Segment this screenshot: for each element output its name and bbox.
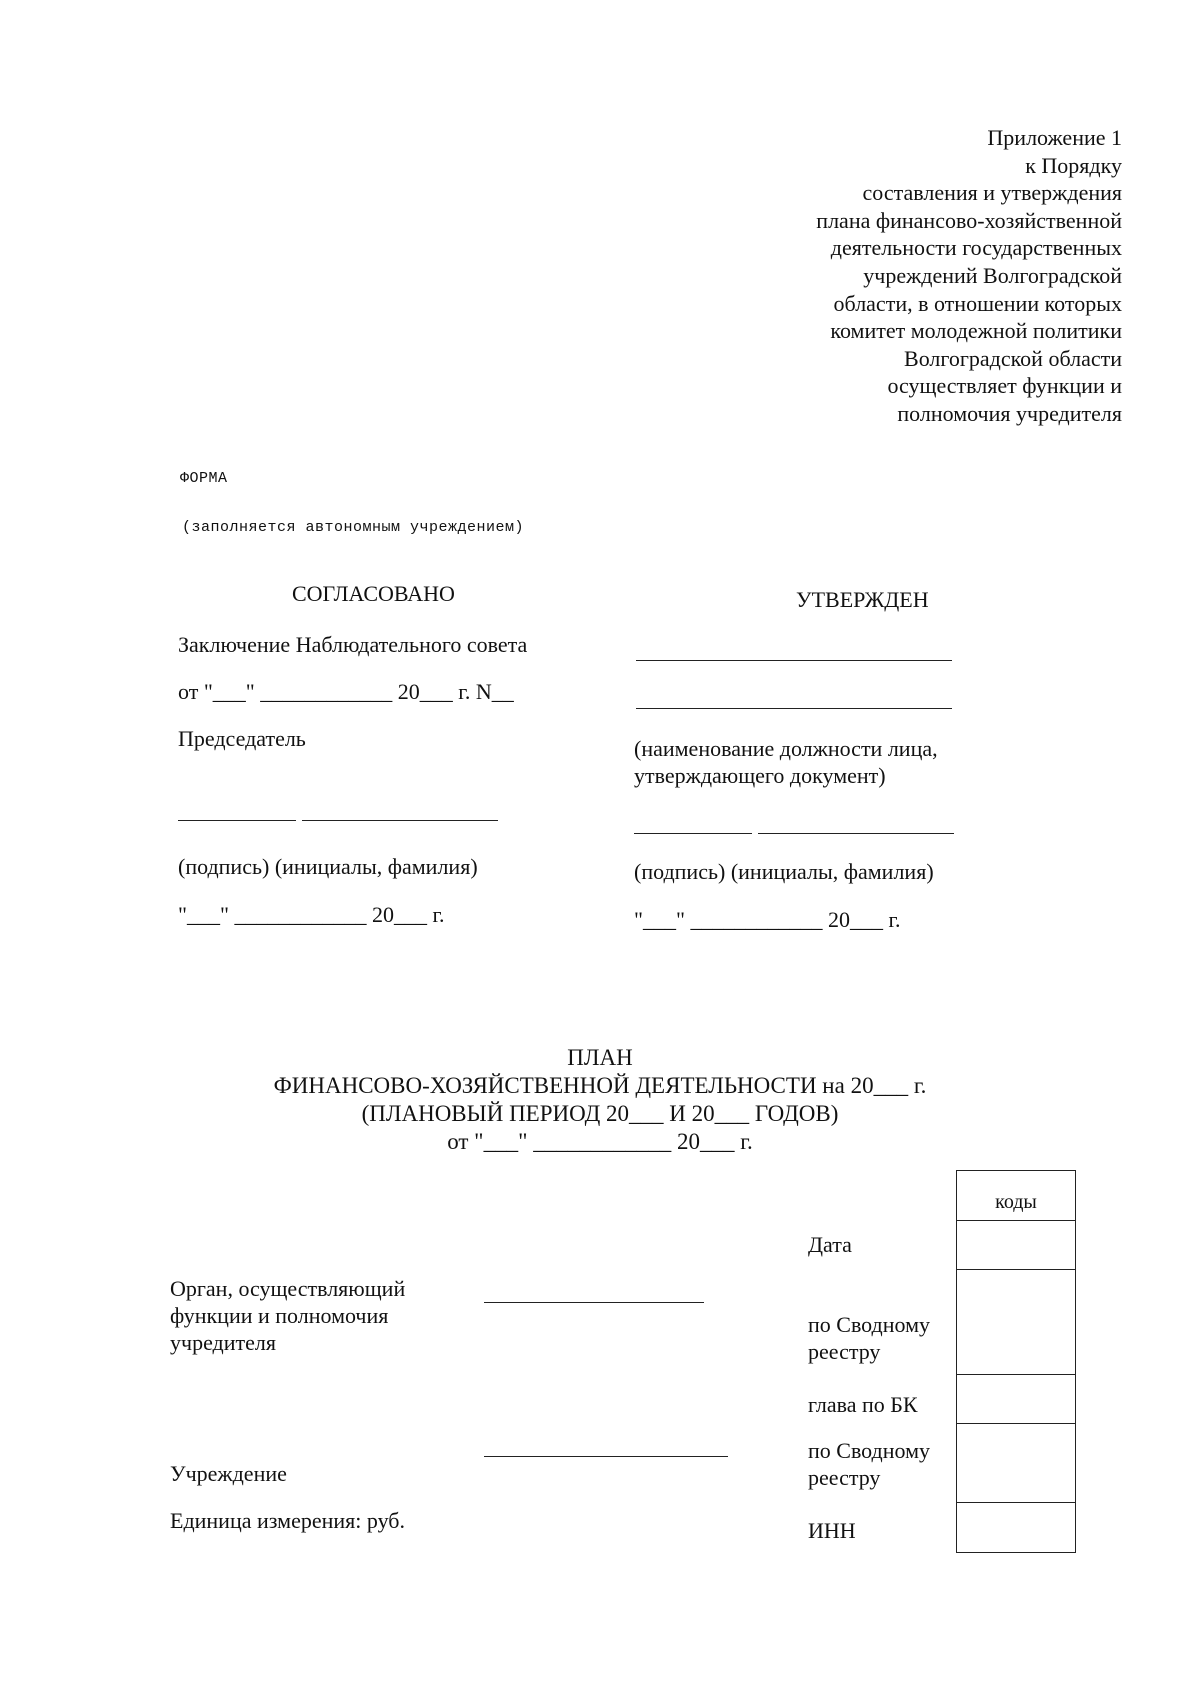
agreed-sign-date: "___" ____________ 20___ г.: [178, 902, 445, 927]
institution-value-line: [484, 1456, 728, 1457]
code-label-date: Дата: [808, 1232, 852, 1257]
plan-title-line-3: (ПЛАНОВЫЙ ПЕРИОД 20___ И 20___ ГОДОВ): [361, 1101, 839, 1126]
code-label-inn: ИНН: [808, 1518, 856, 1543]
approved-signature-line: [634, 833, 752, 834]
appendix-line: к Порядку: [1025, 152, 1122, 178]
form-label: ФОРМА: [180, 470, 228, 487]
code-cell-registry1[interactable]: [957, 1270, 1076, 1375]
code-cell-chapter[interactable]: [957, 1375, 1076, 1424]
agreed-date-line: от "___" ____________ 20___ г. N__: [178, 679, 514, 704]
approved-name-line: [758, 833, 954, 834]
plan-title: [0, 1044, 1200, 1156]
code-label-registry1-2: реестру: [808, 1339, 881, 1364]
organ-label-2: функции и полномочия: [170, 1303, 389, 1328]
organ-label-3: учредителя: [170, 1330, 276, 1355]
code-cell-registry2[interactable]: [957, 1424, 1076, 1503]
code-cell-date[interactable]: [957, 1221, 1076, 1270]
code-label-registry2-2: реестру: [808, 1465, 881, 1490]
approved-heading: УТВЕРЖДЕН: [796, 587, 929, 612]
agreed-name-line: [302, 820, 498, 821]
unit-label: Единица измерения: руб.: [170, 1508, 405, 1533]
code-label-chapter: глава по БК: [808, 1392, 918, 1417]
agreed-chairman: Председатель: [178, 726, 306, 751]
plan-title-line-4: от "___" ____________ 20___ г.: [447, 1129, 753, 1154]
approved-sign-date: "___" ____________ 20___ г.: [634, 907, 901, 932]
code-label-registry1-1: по Сводному: [808, 1312, 931, 1337]
code-label-registry2-1: по Сводному: [808, 1438, 931, 1463]
approved-signature-caption: (подпись) (инициалы, фамилия): [634, 859, 934, 884]
codes-header: коды: [957, 1171, 1076, 1221]
appendix-line: деятельности государственных: [830, 235, 1122, 261]
appendix-line: осуществляет функции и: [887, 373, 1122, 399]
agreed-heading: СОГЛАСОВАНО: [292, 581, 455, 606]
plan-title-line-1: ПЛАН: [567, 1045, 633, 1070]
form-note: (заполняется автономным учреждением): [182, 519, 525, 536]
institution-label: Учреждение: [170, 1461, 287, 1486]
appendix-line: плана финансово-хозяйственной: [816, 207, 1122, 233]
organ-label-1: Орган, осуществляющий: [170, 1276, 406, 1301]
appendix-line: полномочия учредителя: [897, 400, 1122, 426]
appendix-line: составления и утверждения: [862, 180, 1122, 206]
appendix-block: [702, 124, 1122, 428]
approved-position-caption-1: (наименование должности лица,: [634, 736, 938, 761]
agreed-signature-caption: (подпись) (инициалы, фамилия): [178, 854, 478, 879]
plan-title-line-2: ФИНАНСОВО-ХОЗЯЙСТВЕННОЙ ДЕЯТЕЛЬНОСТИ на 20___ г.: [273, 1073, 927, 1098]
approved-position-caption-2: утверждающего документ): [634, 763, 886, 788]
appendix-line: области, в отношении которых: [833, 290, 1122, 316]
agreed-conclusion: Заключение Наблюдательного совета: [178, 632, 528, 657]
organ-value-line: [484, 1302, 704, 1303]
agreed-signature-line: [178, 820, 296, 821]
approved-line-1: [636, 660, 952, 661]
appendix-line: комитет молодежной политики: [830, 318, 1122, 344]
appendix-line: учреждений Волгоградской: [863, 262, 1122, 288]
codes-table: [956, 1170, 1076, 1553]
appendix-line: Приложение 1: [987, 125, 1122, 150]
approved-line-2: [636, 708, 952, 709]
code-cell-inn[interactable]: [957, 1503, 1076, 1553]
appendix-line: Волгоградской области: [904, 345, 1122, 371]
